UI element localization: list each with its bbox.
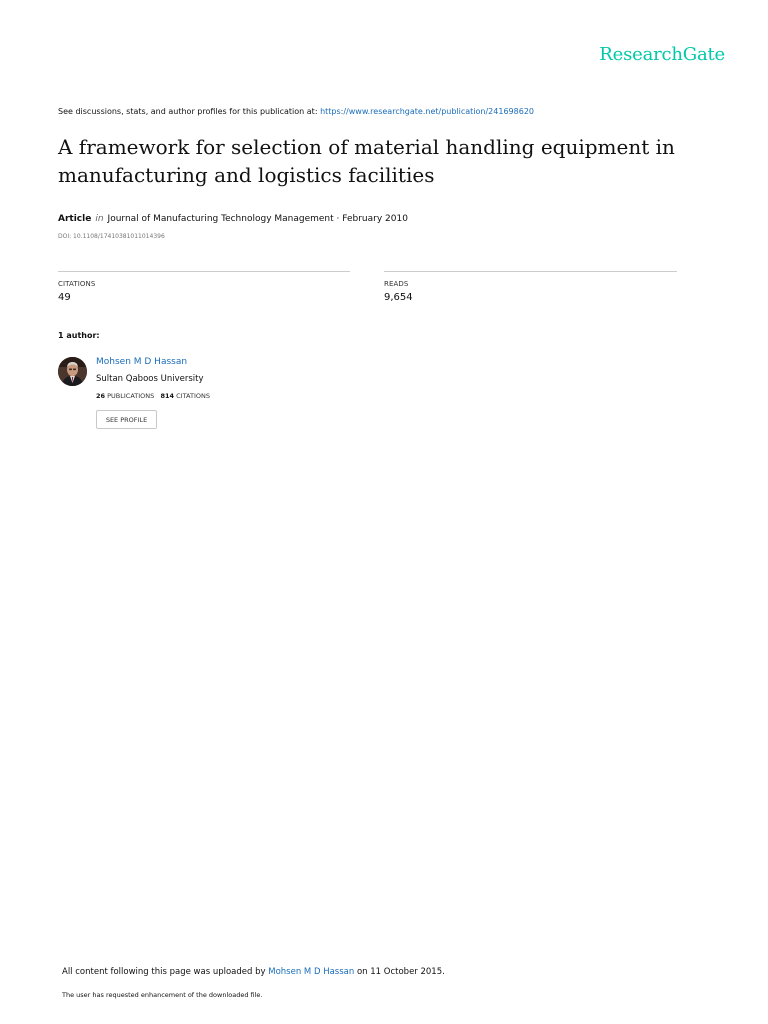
journal-name[interactable]: Journal of Manufacturing Technology Management [107, 214, 334, 224]
reads-divider [384, 271, 677, 272]
publication-date: · February 2010 [336, 214, 408, 224]
author-publications-count: 26 [96, 392, 106, 400]
publication-type: Article [58, 214, 92, 224]
authors-count-label: 1 author: [58, 331, 100, 340]
publication-title: A framework for selection of material handling equipment in manufacturing and logistics facilities [58, 135, 675, 187]
upload-note [62, 967, 445, 977]
author-citations-label: CITATIONS [176, 392, 210, 400]
author-photo-icon [58, 357, 87, 386]
author-name-link[interactable]: Mohsen M D Hassan [96, 357, 188, 367]
citations-divider [58, 271, 350, 272]
in-word: in [95, 214, 104, 224]
enhancement-note: The user has requested enhancement of the downloaded file. [62, 991, 263, 999]
author-stats [96, 392, 210, 400]
reads-value: 9,654 [384, 292, 413, 303]
discussion-line [58, 107, 534, 116]
uploader-link[interactable]: Mohsen M D Hassan [268, 967, 355, 977]
see-profile-button[interactable]: SEE PROFILE [96, 410, 157, 429]
citations-value: 49 [58, 292, 71, 303]
reads-label: READS [384, 280, 409, 288]
researchgate-logo[interactable]: ResearchGate [599, 44, 725, 65]
author-citations-count: 814 [160, 392, 175, 400]
citations-label: CITATIONS [58, 280, 96, 288]
author-avatar[interactable] [58, 357, 87, 386]
doi: DOI: 10.1108/17410381011014396 [58, 233, 165, 240]
publication-url-link[interactable]: https://www.researchgate.net/publication/241698620 [320, 107, 534, 116]
publication-meta [58, 214, 408, 224]
upload-prefix: All content following this page was uploaded by [62, 967, 266, 977]
author-institution: Sultan Qaboos University [96, 374, 204, 384]
author-publications-label: PUBLICATIONS [107, 392, 155, 400]
discussion-text: See discussions, stats, and author profiles for this publication at: [58, 107, 318, 116]
upload-suffix: on 11 October 2015. [356, 967, 445, 977]
